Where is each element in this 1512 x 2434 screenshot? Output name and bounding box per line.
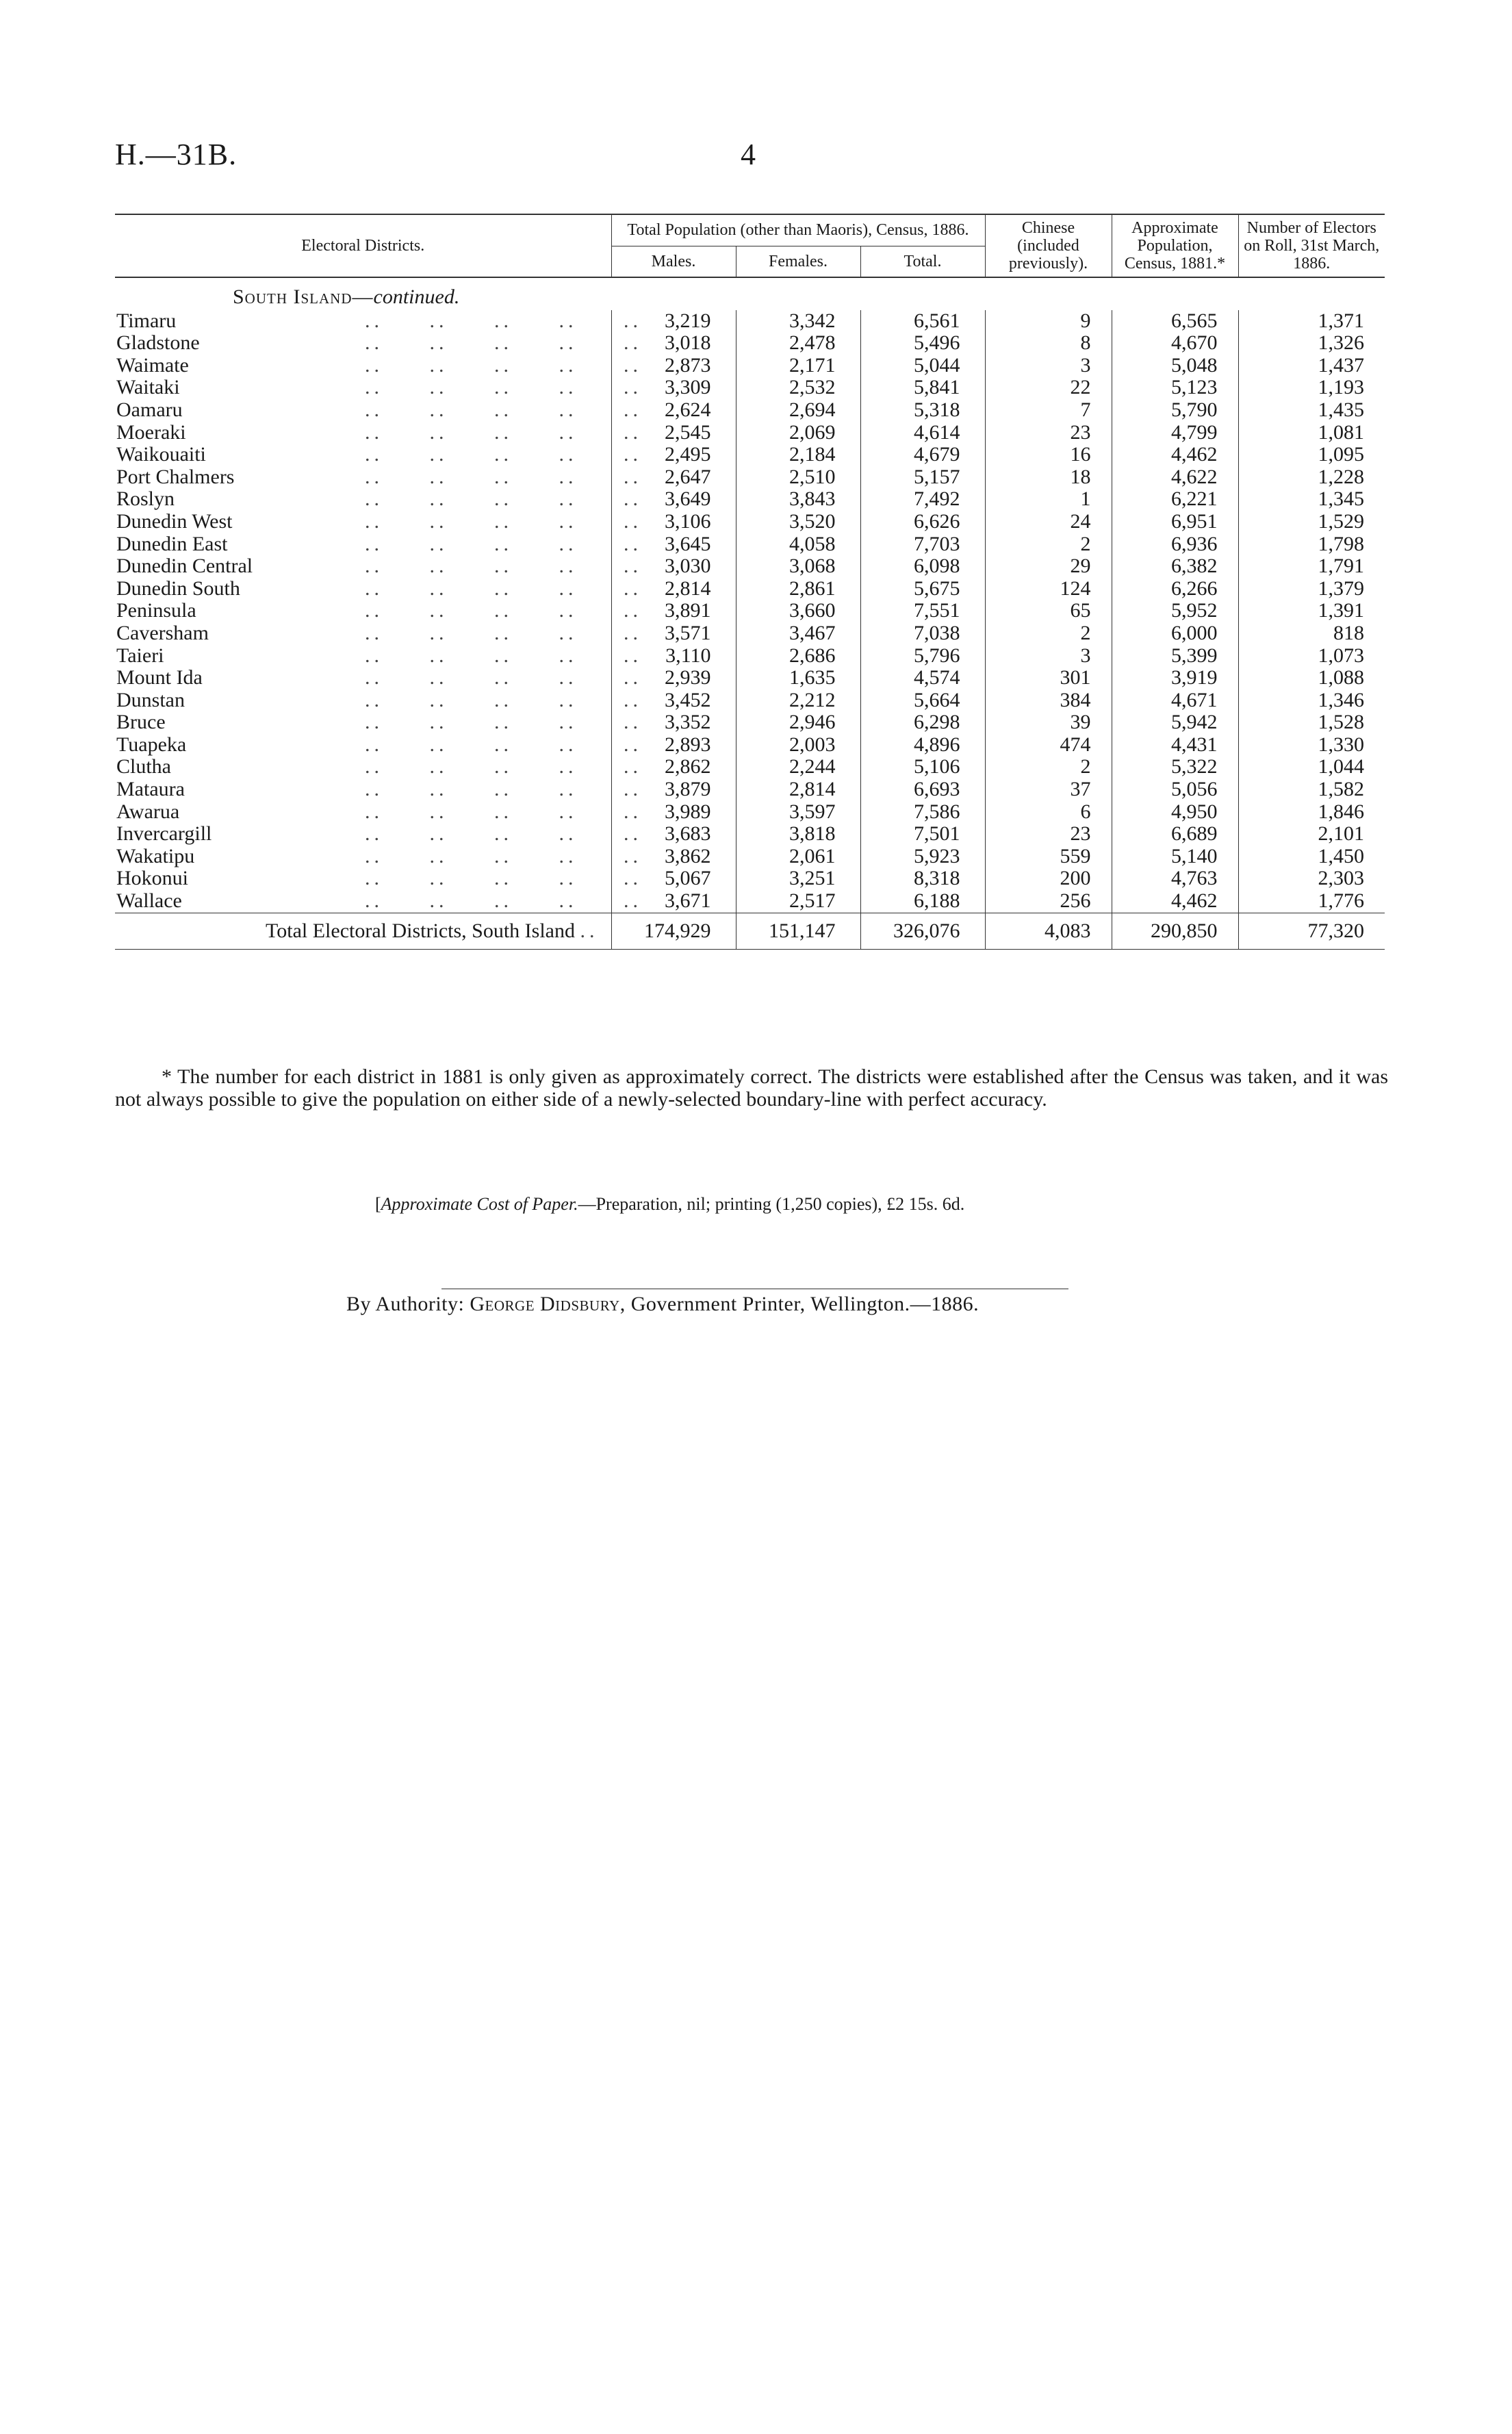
chinese-cell: 37 [985, 778, 1112, 801]
total-row [115, 913, 1385, 950]
males-cell: 3,452 [611, 689, 736, 712]
males-cell: 2,893 [611, 734, 736, 757]
electors-cell: 1,371 [1238, 310, 1385, 333]
electors-cell: 1,326 [1238, 332, 1385, 355]
total-cell: 4,574 [860, 667, 985, 689]
chinese-cell: 6 [985, 801, 1112, 824]
electors-cell: 1,330 [1238, 734, 1385, 757]
males-cell: 3,862 [611, 846, 736, 868]
total-cell: 5,157 [860, 466, 985, 489]
table-row [115, 778, 1385, 801]
electors-cell: 1,193 [1238, 377, 1385, 399]
cost-label: Approximate Cost of Paper. [381, 1194, 578, 1214]
females-cell: 3,660 [736, 600, 860, 622]
total-cell: 5,044 [860, 355, 985, 377]
electors-cell: 1,798 [1238, 533, 1385, 556]
total-cell: 8,318 [860, 867, 985, 890]
district-name: Hokonui .. .. .. .. .. [116, 867, 642, 890]
males-cell: 2,624 [611, 399, 736, 422]
electors-cell: 1,073 [1238, 645, 1385, 668]
chinese-cell: 24 [985, 511, 1112, 533]
males-cell: 3,571 [611, 622, 736, 645]
table-row [115, 332, 1385, 355]
electors-cell: 1,081 [1238, 422, 1385, 444]
district-name: Gladstone .. .. .. .. .. [116, 331, 642, 355]
electors-cell: 1,391 [1238, 600, 1385, 622]
males-cell: 2,939 [611, 667, 736, 689]
district-name: Roslyn .. .. .. .. .. [116, 487, 642, 511]
chinese-cell: 23 [985, 823, 1112, 846]
district-name: Mataura .. .. .. .. .. [116, 778, 642, 801]
females-cell: 3,597 [736, 801, 860, 824]
males-cell: 5,067 [611, 867, 736, 890]
total-cell: 5,675 [860, 578, 985, 600]
table-row [115, 466, 1385, 489]
females-cell: 3,068 [736, 555, 860, 578]
table-row [115, 756, 1385, 778]
chinese-cell: 3 [985, 645, 1112, 668]
district-name: Waimate .. .. .. .. .. [116, 353, 642, 377]
district-name: Dunstan .. .. .. .. .. [116, 688, 642, 711]
females-cell: 3,843 [736, 488, 860, 511]
females-cell: 2,003 [736, 734, 860, 757]
district-name: Wakatipu .. .. .. .. .. [116, 844, 642, 867]
total-cell: 5,923 [860, 846, 985, 868]
electors-cell: 1,776 [1238, 890, 1385, 913]
females-cell: 2,814 [736, 778, 860, 801]
total-cell: 7,551 [860, 600, 985, 622]
chinese-cell: 2 [985, 756, 1112, 778]
approx-cell: 4,763 [1112, 867, 1238, 890]
electors-cell: 1,529 [1238, 511, 1385, 533]
females-cell: 2,171 [736, 355, 860, 377]
chinese-cell: 384 [985, 689, 1112, 712]
females-cell: 2,069 [736, 422, 860, 444]
females-cell: 3,342 [736, 310, 860, 333]
total-cell: 6,298 [860, 711, 985, 734]
table-row [115, 377, 1385, 399]
table-row [115, 667, 1385, 689]
district-name: Waitaki .. .. .. .. .. [116, 376, 642, 399]
electors-cell: 1,044 [1238, 756, 1385, 778]
header-total: Total. [860, 246, 985, 277]
district-name: Dunedin West .. .. .. .. .. [116, 509, 642, 533]
approx-cell: 4,799 [1112, 422, 1238, 444]
electors-cell: 1,435 [1238, 399, 1385, 422]
total-cell: 6,188 [860, 890, 985, 913]
males-cell: 3,106 [611, 511, 736, 533]
table-row [115, 578, 1385, 600]
total-cell: 7,501 [860, 823, 985, 846]
chinese-cell: 256 [985, 890, 1112, 913]
total-cell: 7,492 [860, 488, 985, 511]
electors-cell: 1,582 [1238, 778, 1385, 801]
total-label: Total Electoral Districts, South Island .. [115, 913, 611, 950]
electors-cell: 2,303 [1238, 867, 1385, 890]
males-cell: 3,219 [611, 310, 736, 333]
table-row [115, 801, 1385, 824]
total-approx: 290,850 [1112, 913, 1238, 950]
total-cell: 7,038 [860, 622, 985, 645]
approx-cell: 3,919 [1112, 667, 1238, 689]
total-females: 151,147 [736, 913, 860, 950]
chinese-cell: 9 [985, 310, 1112, 333]
males-cell: 3,030 [611, 555, 736, 578]
electors-cell: 1,088 [1238, 667, 1385, 689]
electors-cell: 1,228 [1238, 466, 1385, 489]
females-cell: 2,694 [736, 399, 860, 422]
total-cell: 6,098 [860, 555, 985, 578]
chinese-cell: 474 [985, 734, 1112, 757]
total-cell: 4,896 [860, 734, 985, 757]
table-row [115, 890, 1385, 913]
district-name: Dunedin South .. .. .. .. .. [116, 576, 642, 600]
total-cell: 5,106 [860, 756, 985, 778]
table-body [115, 277, 1385, 913]
table-row [115, 511, 1385, 533]
electors-cell: 1,846 [1238, 801, 1385, 824]
table-row [115, 555, 1385, 578]
header-females: Females. [736, 246, 860, 277]
chinese-cell: 559 [985, 846, 1112, 868]
approx-cell: 5,399 [1112, 645, 1238, 668]
total-total: 326,076 [860, 913, 985, 950]
males-cell: 2,814 [611, 578, 736, 600]
section-heading: South Island—continued. [233, 286, 460, 308]
table-row [115, 689, 1385, 712]
total-cell: 5,664 [860, 689, 985, 712]
females-cell: 2,686 [736, 645, 860, 668]
total-cell: 7,586 [860, 801, 985, 824]
total-cell: 6,693 [860, 778, 985, 801]
district-name: Peninsula .. .. .. .. .. [116, 599, 642, 622]
electors-cell: 1,095 [1238, 444, 1385, 466]
approx-cell: 6,382 [1112, 555, 1238, 578]
females-cell: 2,532 [736, 377, 860, 399]
approx-cell: 4,462 [1112, 444, 1238, 466]
district-name: Awarua .. .. .. .. .. [116, 800, 642, 823]
approx-cell: 6,221 [1112, 488, 1238, 511]
header-electors: Number of Electors on Roll, 31st March, 1886. [1238, 214, 1385, 277]
table-row [115, 846, 1385, 868]
table-row [115, 645, 1385, 668]
table-row [115, 355, 1385, 377]
cost-text: —Preparation, nil; printing (1,250 copies), £2 15s. 6d. [578, 1194, 965, 1214]
footnote: * The number for each district in 1881 is only given as approximately correct. The districts were established after the Census was taken, and it was not always possible to give the population on either side of a newly-selected boundary-line with perfect accuracy. [115, 1065, 1388, 1111]
page-number: 4 [741, 138, 756, 171]
males-cell: 3,671 [611, 890, 736, 913]
males-cell: 3,645 [611, 533, 736, 556]
total-cell: 7,703 [860, 533, 985, 556]
chinese-cell: 7 [985, 399, 1112, 422]
district-name: Tuapeka .. .. .. .. .. [116, 733, 642, 756]
chinese-cell: 65 [985, 600, 1112, 622]
district-name: Mount Ida .. .. .. .. .. [116, 666, 642, 689]
header-approx-1881: Approximate Population, Census, 1881.* [1112, 214, 1238, 277]
males-cell: 2,545 [611, 422, 736, 444]
table-row [115, 622, 1385, 645]
district-name: Moeraki .. .. .. .. .. [116, 420, 642, 444]
electors-cell: 1,345 [1238, 488, 1385, 511]
approx-cell: 6,565 [1112, 310, 1238, 333]
approx-cell: 4,670 [1112, 332, 1238, 355]
approx-cell: 4,950 [1112, 801, 1238, 824]
header-population-group: Total Population (other than Maoris), Census, 1886. [611, 214, 985, 246]
females-cell: 2,861 [736, 578, 860, 600]
chinese-cell: 8 [985, 332, 1112, 355]
total-cell: 6,561 [860, 310, 985, 333]
females-cell: 3,251 [736, 867, 860, 890]
table-row [115, 444, 1385, 466]
printer-imprint: By Authority: George Didsbury, Government Printer, Wellington.—1886. [346, 1293, 979, 1315]
approx-cell: 6,689 [1112, 823, 1238, 846]
total-cell: 5,796 [860, 645, 985, 668]
females-cell: 2,212 [736, 689, 860, 712]
electors-cell: 2,101 [1238, 823, 1385, 846]
chinese-cell: 22 [985, 377, 1112, 399]
approx-cell: 5,790 [1112, 399, 1238, 422]
chinese-cell: 301 [985, 667, 1112, 689]
electors-cell: 818 [1238, 622, 1385, 645]
females-cell: 3,520 [736, 511, 860, 533]
electors-cell: 1,346 [1238, 689, 1385, 712]
district-name: Dunedin Central .. .. .. .. .. [116, 555, 642, 578]
cost-of-paper: [Approximate Cost of Paper.—Preparation, nil; printing (1,250 copies), £2 15s. 6d. [375, 1194, 965, 1214]
total-chinese: 4,083 [985, 913, 1112, 950]
males-cell: 3,649 [611, 488, 736, 511]
females-cell: 2,510 [736, 466, 860, 489]
females-cell: 3,467 [736, 622, 860, 645]
approx-cell: 6,936 [1112, 533, 1238, 556]
district-name: Timaru .. .. .. .. .. [116, 309, 642, 332]
table-row [115, 488, 1385, 511]
chinese-cell: 200 [985, 867, 1112, 890]
district-name: Oamaru .. .. .. .. .. [116, 398, 642, 421]
table-row [115, 734, 1385, 757]
approx-cell: 5,123 [1112, 377, 1238, 399]
total-cell: 5,841 [860, 377, 985, 399]
table-row [115, 823, 1385, 846]
census-table [115, 214, 1385, 950]
males-cell: 3,683 [611, 823, 736, 846]
males-cell: 3,352 [611, 711, 736, 734]
district-name: Bruce .. .. .. .. .. [116, 711, 642, 734]
males-cell: 2,862 [611, 756, 736, 778]
chinese-cell: 23 [985, 422, 1112, 444]
table-row [115, 399, 1385, 422]
approx-cell: 5,056 [1112, 778, 1238, 801]
chinese-cell: 3 [985, 355, 1112, 377]
males-cell: 2,647 [611, 466, 736, 489]
approx-cell: 6,000 [1112, 622, 1238, 645]
district-name: Wallace .. .. .. .. .. [116, 889, 642, 913]
approx-cell: 5,140 [1112, 846, 1238, 868]
males-cell: 3,891 [611, 600, 736, 622]
table-row [115, 310, 1385, 333]
table-row [115, 533, 1385, 556]
section-heading-row [115, 277, 1385, 310]
chinese-cell: 1 [985, 488, 1112, 511]
males-cell: 2,495 [611, 444, 736, 466]
electors-cell: 1,450 [1238, 846, 1385, 868]
approx-cell: 6,266 [1112, 578, 1238, 600]
approx-cell: 5,048 [1112, 355, 1238, 377]
total-cell: 5,318 [860, 399, 985, 422]
chinese-cell: 29 [985, 555, 1112, 578]
page-reference: H.—31B. [115, 138, 238, 171]
total-cell: 4,614 [860, 422, 985, 444]
females-cell: 2,244 [736, 756, 860, 778]
district-name: Port Chalmers .. .. .. .. .. [116, 465, 642, 488]
approx-cell: 4,431 [1112, 734, 1238, 757]
approx-cell: 4,622 [1112, 466, 1238, 489]
approx-cell: 6,951 [1112, 511, 1238, 533]
males-cell: 2,873 [611, 355, 736, 377]
header-males: Males. [611, 246, 736, 277]
females-cell: 2,478 [736, 332, 860, 355]
approx-cell: 4,462 [1112, 890, 1238, 913]
total-cell: 4,679 [860, 444, 985, 466]
district-name: Clutha .. .. .. .. .. [116, 755, 642, 778]
electors-cell: 1,791 [1238, 555, 1385, 578]
electors-cell: 1,379 [1238, 578, 1385, 600]
district-name: Dunedin East .. .. .. .. .. [116, 532, 642, 555]
total-electors: 77,320 [1238, 913, 1385, 950]
males-cell: 3,309 [611, 377, 736, 399]
females-cell: 2,517 [736, 890, 860, 913]
approx-cell: 5,942 [1112, 711, 1238, 734]
chinese-cell: 39 [985, 711, 1112, 734]
females-cell: 2,061 [736, 846, 860, 868]
females-cell: 1,635 [736, 667, 860, 689]
chinese-cell: 124 [985, 578, 1112, 600]
printer-name: George Didsbury [470, 1293, 620, 1315]
females-cell: 3,818 [736, 823, 860, 846]
table-row [115, 422, 1385, 444]
approx-cell: 5,322 [1112, 756, 1238, 778]
males-cell: 3,879 [611, 778, 736, 801]
males-cell: 3,110 [611, 645, 736, 668]
table-row [115, 711, 1385, 734]
header-districts: Electoral Districts. [115, 214, 611, 277]
chinese-cell: 2 [985, 533, 1112, 556]
district-name: Taieri .. .. .. .. .. [116, 644, 642, 667]
district-name: Invercargill .. .. .. .. .. [116, 822, 642, 846]
district-name: Caversham .. .. .. .. .. [116, 621, 642, 644]
electors-cell: 1,437 [1238, 355, 1385, 377]
females-cell: 2,184 [736, 444, 860, 466]
district-name: Waikouaiti .. .. .. .. .. [116, 443, 642, 466]
approx-cell: 5,952 [1112, 600, 1238, 622]
table-row [115, 867, 1385, 890]
total-males: 174,929 [611, 913, 736, 950]
total-cell: 6,626 [860, 511, 985, 533]
chinese-cell: 2 [985, 622, 1112, 645]
chinese-cell: 16 [985, 444, 1112, 466]
females-cell: 4,058 [736, 533, 860, 556]
total-cell: 5,496 [860, 332, 985, 355]
chinese-cell: 18 [985, 466, 1112, 489]
table-row [115, 600, 1385, 622]
males-cell: 3,989 [611, 801, 736, 824]
approx-cell: 4,671 [1112, 689, 1238, 712]
electors-cell: 1,528 [1238, 711, 1385, 734]
males-cell: 3,018 [611, 332, 736, 355]
header-chinese: Chinese (included previously). [985, 214, 1112, 277]
females-cell: 2,946 [736, 711, 860, 734]
